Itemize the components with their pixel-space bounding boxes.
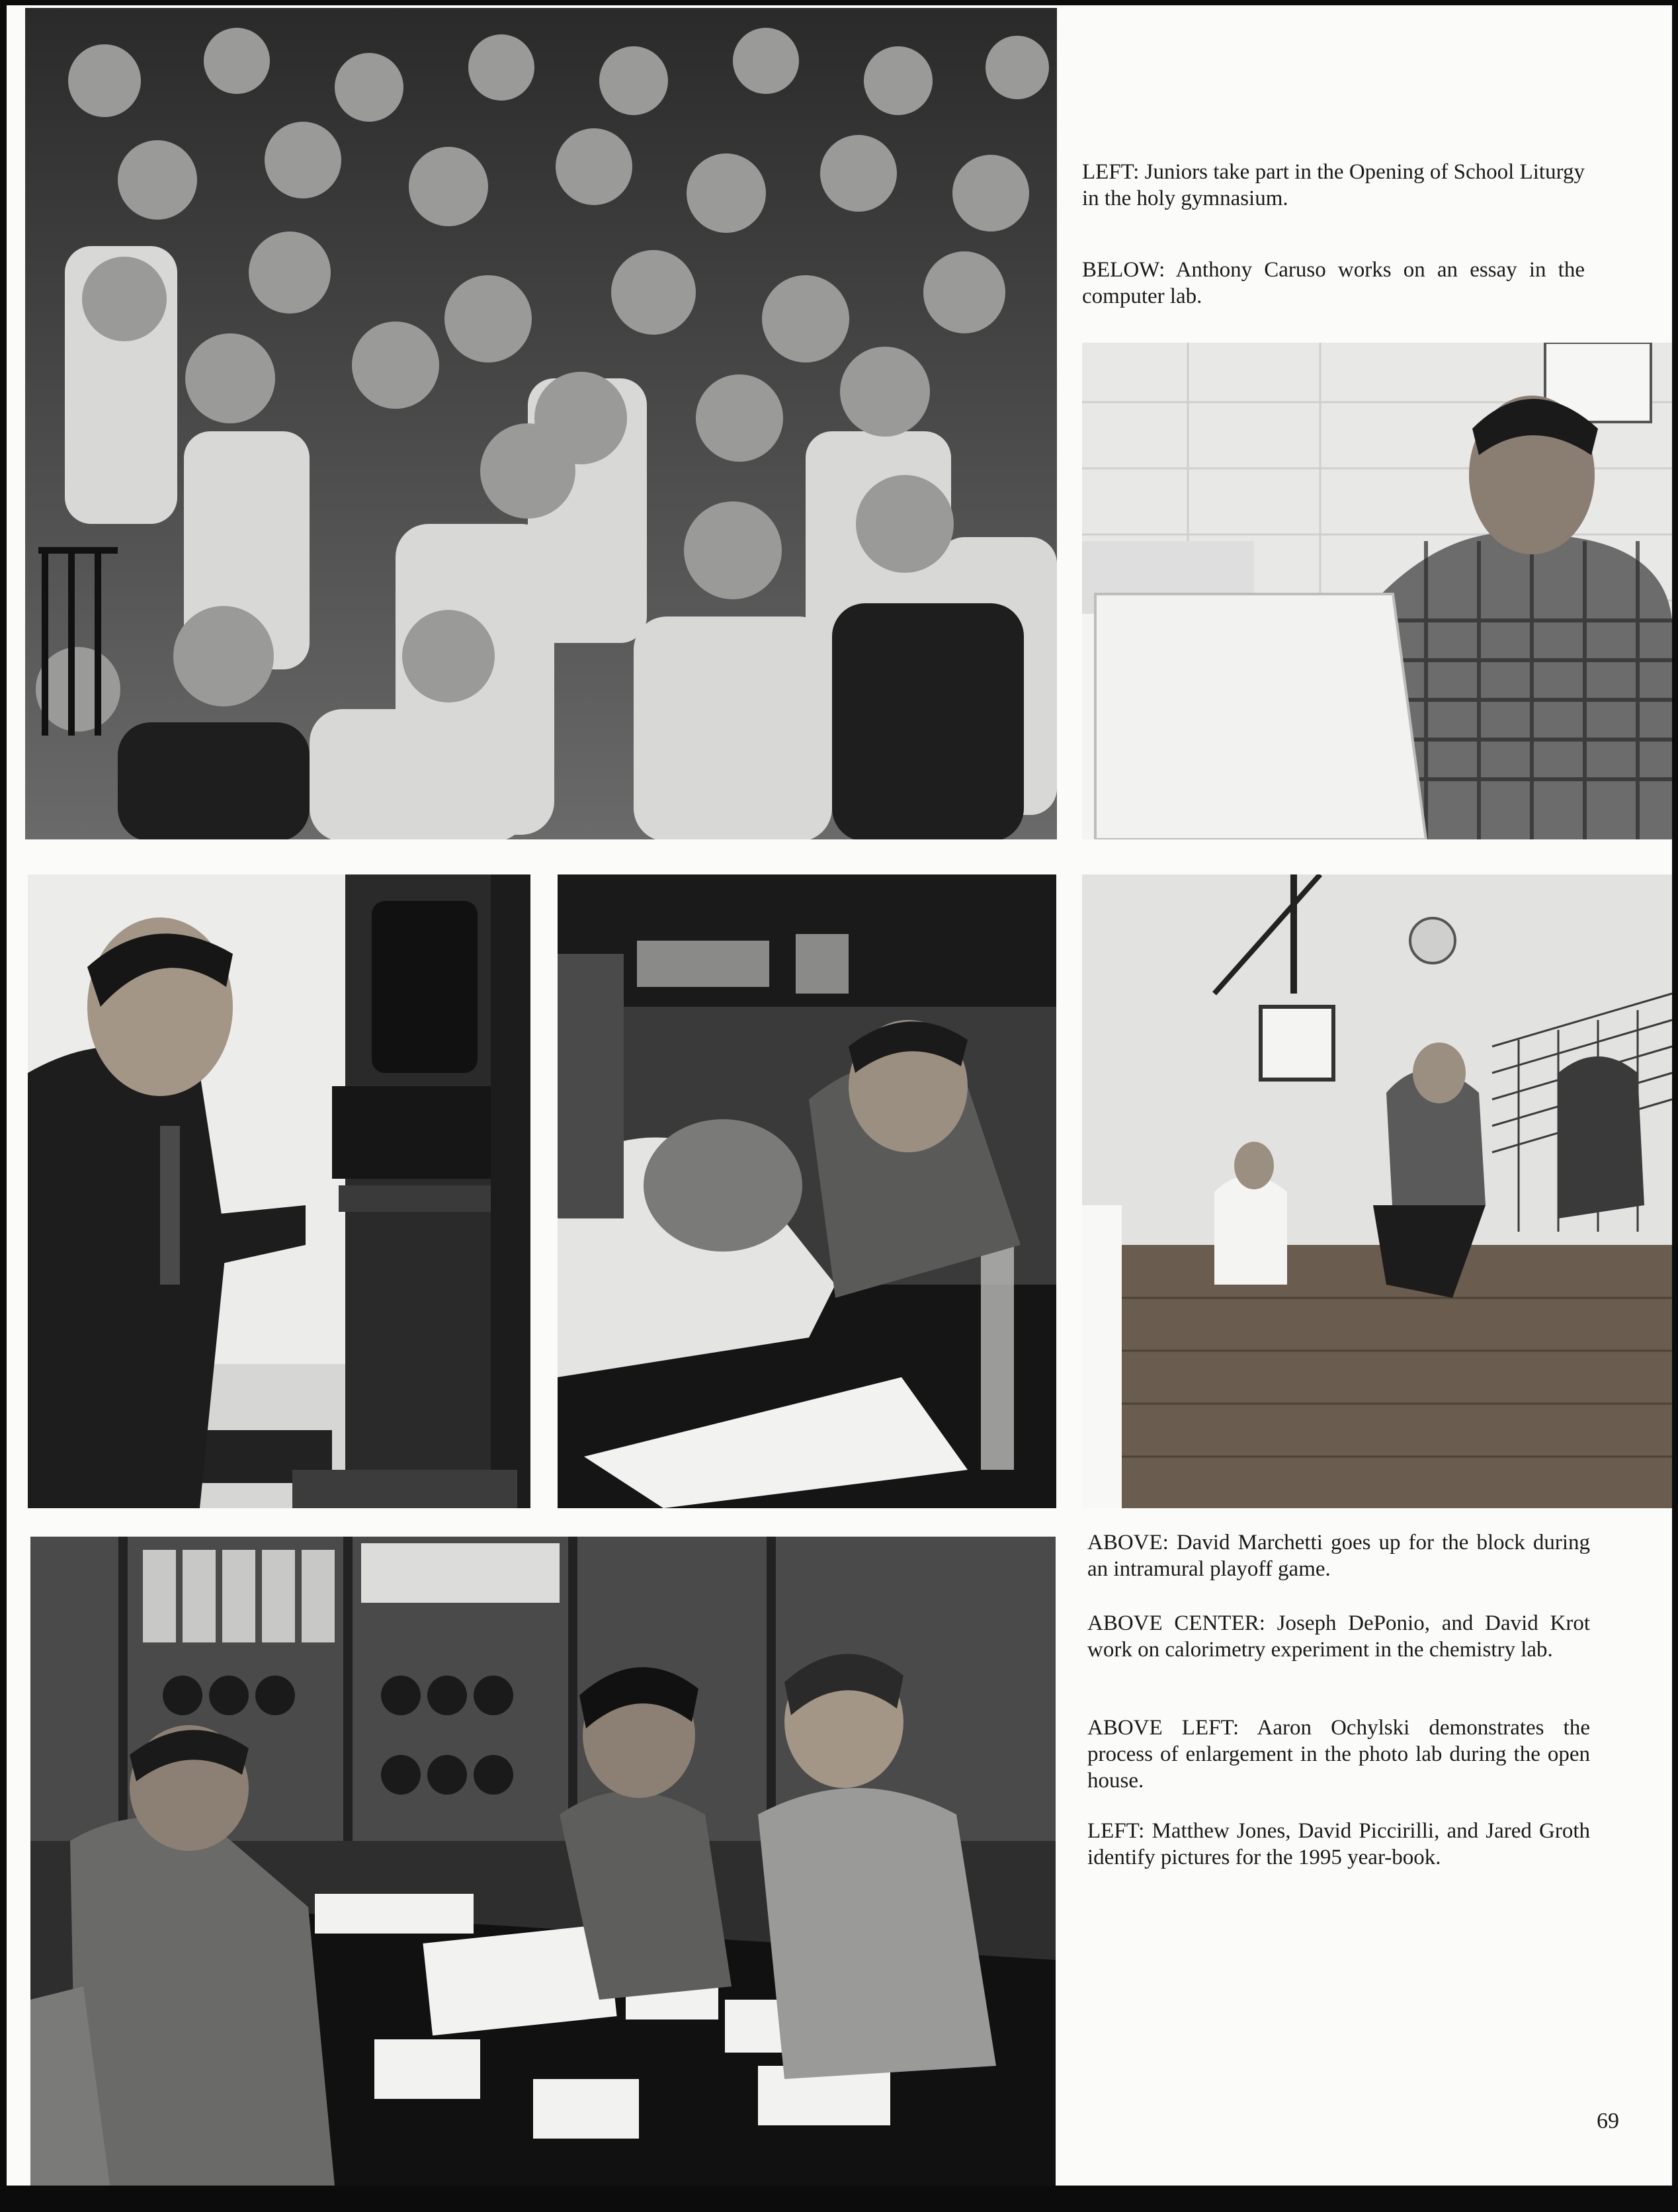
caption-computer-lab: BELOW: Anthony Caruso works on an essay in the computer lab. — [1082, 258, 1585, 308]
computer-lab-photo — [1082, 343, 1672, 839]
caption-volleyball: ABOVE: David Marchetti goes up for the block during an intramural playoff game. — [1087, 1531, 1590, 1581]
yearbook-photo — [30, 1537, 1056, 2186]
scan-border — [0, 2186, 1678, 2212]
caption-yearbook: LEFT: Matthew Jones, David Piccirilli, and Jared Groth identify pictures for the 1995 year-book. — [1087, 1819, 1590, 1869]
page-number: 69 — [1597, 2109, 1619, 2133]
caption-photo-lab: ABOVE LEFT: Aaron Ochylski demonstrates the process of enlargement in the photo lab during the open house. — [1087, 1716, 1590, 1793]
chemistry-lab-photo — [558, 874, 1056, 1508]
juniors-liturgy-photo — [25, 8, 1057, 839]
caption-chemistry-lab: ABOVE CENTER: Joseph DePonio, and David Krot work on calorimetry experiment in the chemistry lab. — [1087, 1611, 1590, 1662]
photo-lab-photo — [28, 874, 530, 1508]
yearbook-page — [7, 5, 1672, 2186]
caption-juniors-liturgy: LEFT: Juniors take part in the Opening of School Liturgy in the holy gymnasium. — [1082, 160, 1585, 210]
volleyball-photo — [1082, 874, 1672, 1508]
